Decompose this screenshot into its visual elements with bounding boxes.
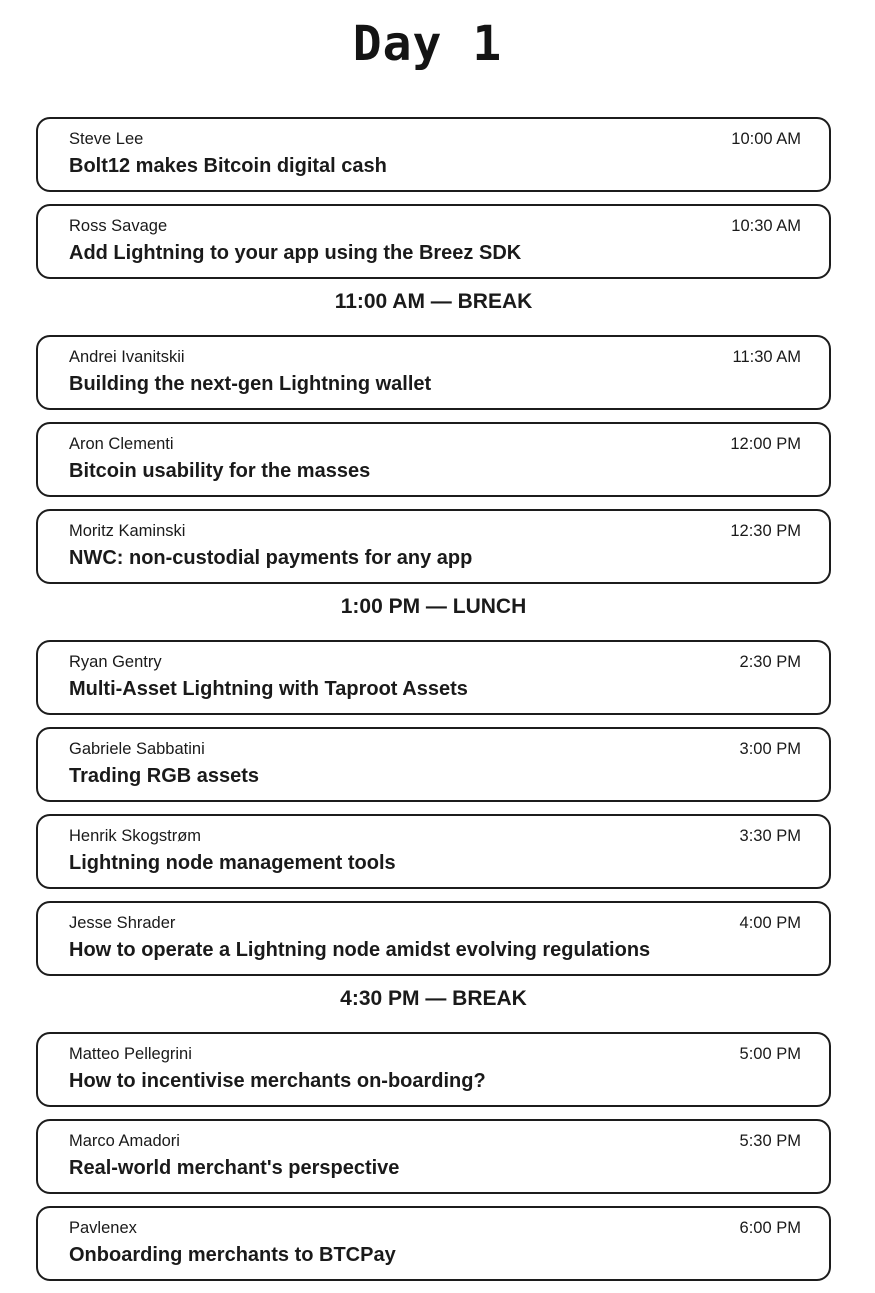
- session-card[interactable]: [36, 509, 831, 584]
- session-card[interactable]: [36, 422, 831, 497]
- schedule-list: [36, 117, 831, 1293]
- session-card[interactable]: [36, 814, 831, 889]
- session-speaker: Aron Clementi: [69, 435, 174, 453]
- session-title: Real-world merchant's perspective: [69, 1157, 400, 1179]
- session-title: Add Lightning to your app using the Breez SDK: [69, 242, 522, 264]
- break-divider: 4:30 PM — BREAK: [340, 987, 527, 1010]
- session-title: NWC: non-custodial payments for any app: [69, 547, 473, 569]
- session-speaker: Henrik Skogstrøm: [69, 827, 202, 845]
- session-card[interactable]: [36, 727, 831, 802]
- session-speaker: Matteo Pellegrini: [69, 1045, 192, 1063]
- session-time: 10:00 AM: [731, 130, 801, 148]
- session-speaker: Ryan Gentry: [69, 653, 162, 671]
- session-card[interactable]: [36, 1206, 831, 1281]
- session-time: 3:30 PM: [739, 827, 801, 845]
- session-card[interactable]: [36, 640, 831, 715]
- session-time: 5:00 PM: [739, 1045, 801, 1063]
- session-card[interactable]: [36, 1032, 831, 1107]
- session-title: Bolt12 makes Bitcoin digital cash: [69, 155, 387, 177]
- session-title: Building the next-gen Lightning wallet: [69, 373, 432, 395]
- session-title: How to operate a Lightning node amidst evolving regulations: [69, 939, 651, 961]
- session-title: Multi-Asset Lightning with Taproot Assets: [69, 678, 468, 700]
- session-time: 6:00 PM: [739, 1219, 801, 1237]
- session-speaker: Marco Amadori: [69, 1132, 180, 1150]
- session-time: 12:30 PM: [730, 522, 801, 540]
- session-title: Onboarding merchants to BTCPay: [69, 1244, 396, 1266]
- session-card[interactable]: [36, 117, 831, 192]
- break-divider: 11:00 AM — BREAK: [334, 290, 533, 313]
- session-time: 4:00 PM: [739, 914, 801, 932]
- session-speaker: Moritz Kaminski: [69, 522, 186, 540]
- session-card[interactable]: [36, 1119, 831, 1194]
- session-speaker: Jesse Shrader: [69, 914, 176, 932]
- lunch-divider: 1:00 PM — LUNCH: [340, 595, 527, 618]
- session-time: 2:30 PM: [739, 653, 801, 671]
- session-speaker: Gabriele Sabbatini: [69, 740, 205, 758]
- session-speaker: Steve Lee: [69, 130, 144, 148]
- session-speaker: Pavlenex: [69, 1219, 137, 1237]
- session-speaker: Andrei Ivanitskii: [69, 348, 185, 366]
- page-title: Day 1: [352, 16, 503, 72]
- session-title: Bitcoin usability for the masses: [69, 460, 371, 482]
- session-card[interactable]: [36, 901, 831, 976]
- session-time: 3:00 PM: [739, 740, 801, 758]
- session-time: 12:00 PM: [730, 435, 801, 453]
- session-card[interactable]: [36, 204, 831, 279]
- session-time: 11:30 AM: [732, 348, 801, 366]
- session-time: 5:30 PM: [739, 1132, 801, 1150]
- session-title: How to incentivise merchants on-boarding?: [69, 1070, 486, 1092]
- session-time: 10:30 AM: [731, 217, 801, 235]
- session-title: Lightning node management tools: [69, 852, 396, 874]
- session-card[interactable]: [36, 335, 831, 410]
- session-title: Trading RGB assets: [69, 765, 260, 787]
- session-speaker: Ross Savage: [69, 217, 168, 235]
